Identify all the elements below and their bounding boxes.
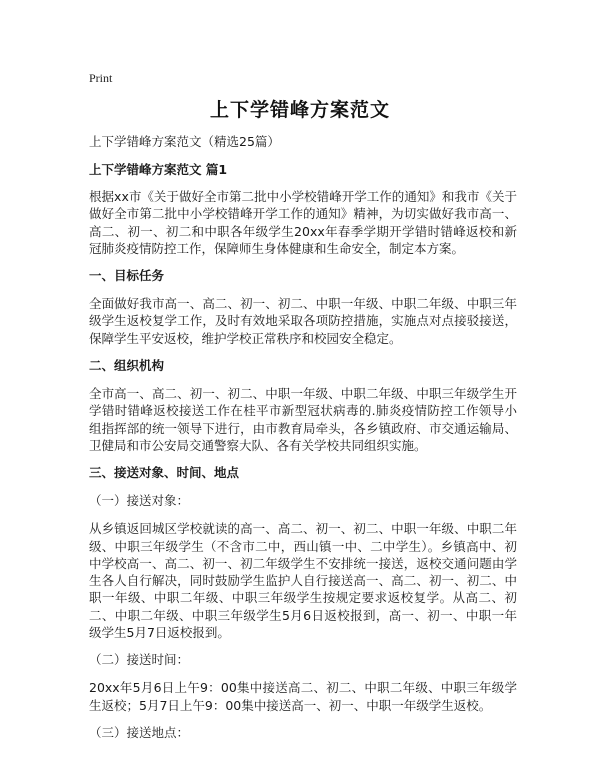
organization-paragraph: 全市高一、高二、初一、初二、中职一年级、中职二年级、中职三年级学生开学错时错峰返校接送工作在桂平市新型冠状病毒的.肺炎疫情防控工作领导小组指挥部的统一领导下进行，由市教育局牵头，各乡镇政府、市交通运输局、卫健局和市公安局交通警察大队、各有关学校共同组织实施。 bbox=[89, 386, 517, 453]
document-body bbox=[89, 133, 517, 752]
section-heading-goal: 一、目标任务 bbox=[89, 268, 165, 284]
section-heading-pickup: 三、接送对象、时间、地点 bbox=[89, 465, 240, 481]
intro-paragraph: 根据xx市《关于做好全市第二批中小学校错峰开学工作的通知》和我市《关于做好全市第二批中小学校错峰开学工作的通知》精神，为切实做好我市高一、高二、初一、初二和中职各年级学生20xx年春季学期开学错时错峰返校和新冠肺炎疫情防控工作，保障师生身体健康和生命安全，制定本方案。 bbox=[89, 189, 517, 256]
page-title: 上下学错峰方案范文 bbox=[209, 99, 390, 121]
article-title: 上下学错峰方案范文 篇1 bbox=[89, 162, 228, 177]
subheading-pickup-targets: （一）接送对象： bbox=[89, 493, 190, 509]
subheading-pickup-location: （三）接送地点： bbox=[89, 724, 190, 740]
pickup-targets-paragraph: 从乡镇返回城区学校就读的高一、高二、初一、初二、中职一年级、中职二年级、中职三年级学生（不含市二中，西山镇一中、二中学生）。乡镇高中、初中学校高一、高二、初一、初二年级学生不安排统一接送，返校交通问题由学生各人自行解决，同时鼓励学生监护人自行接送高一、高二、初一、初二、中职一年级、中职二年级、中职三年级学生按规定要求返校复学。从高二、初二、中职二年级、中职三年级学生5月6日返校报到，高一、初一、中职一年级学生5月7日返校报到。 bbox=[89, 521, 517, 641]
goal-paragraph: 全面做好我市高一、高二、初一、初二、中职一年级、中职二年级、中职三年级学生返校复学工作，及时有效地采取各项防控措施，实施点对点接驳接送，保障学生平安返校，维护学校正常秩序和校园安全稳定。 bbox=[89, 296, 517, 346]
subheading-pickup-time: （二）接送时间： bbox=[89, 652, 190, 668]
pickup-time-paragraph: 20xx年5月6日上午9：00集中接送高二、初二、中职二年级、中职三年级学生返校；5月7日上午9：00集中接送高一、初一、中职一年级学生返校。 bbox=[89, 680, 517, 713]
section-heading-organization: 二、组织机构 bbox=[89, 358, 165, 374]
document-subtitle: 上下学错峰方案范文（精选25篇） bbox=[89, 134, 280, 149]
print-link[interactable]: Print bbox=[89, 71, 113, 85]
